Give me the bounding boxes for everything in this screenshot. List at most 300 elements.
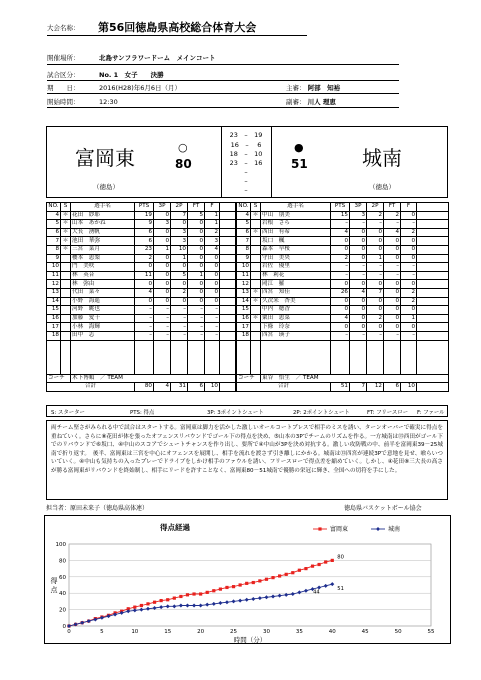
player-number: 16: [47, 314, 61, 323]
divider: [47, 107, 399, 108]
column-header: PTS: [331, 203, 350, 212]
data-point: [146, 602, 149, 605]
player-stat: 10: [171, 245, 188, 254]
player-name: 河野 眺也: [71, 306, 135, 315]
blank-cell: [188, 340, 205, 374]
data-point: [192, 592, 195, 595]
spacer-row: [237, 340, 449, 374]
player-stat: 0: [384, 323, 401, 332]
player-stat: 0: [331, 237, 350, 246]
blank-cell: [220, 331, 236, 340]
player-stat: –: [188, 331, 205, 340]
player-number: 14: [237, 297, 251, 306]
away-team-pref: （徳島）: [369, 183, 395, 191]
data-point: [219, 588, 222, 591]
player-stat: 2: [171, 288, 188, 297]
starter-mark: [61, 297, 71, 306]
home-total: 80: [175, 157, 192, 171]
player-stat: 0: [154, 254, 171, 263]
player-row: [47, 237, 236, 246]
player-row: [47, 228, 236, 237]
player-stat: –: [350, 263, 367, 272]
tournament-name: 第56回徳島県高校総合体育大会: [98, 21, 257, 34]
player-row: [47, 331, 236, 340]
player-stat: 1: [205, 220, 220, 229]
player-stat: 0: [188, 254, 205, 263]
player-stat: 0: [350, 280, 367, 289]
x-tick-label: 50: [394, 629, 402, 635]
column-header: 3P: [154, 203, 171, 212]
data-label: 44: [313, 589, 320, 596]
starter-mark: ＊: [61, 228, 71, 237]
player-row: [237, 280, 449, 289]
player-stat: 0: [205, 254, 220, 263]
player-stat: 0: [384, 297, 401, 306]
total-stat: 80: [135, 383, 154, 392]
player-stat: 0: [331, 306, 350, 315]
player-row: [237, 211, 449, 220]
player-row: [237, 323, 449, 332]
x-tick-label: 5: [100, 629, 104, 635]
blank-cell: [61, 340, 71, 374]
data-point: [278, 574, 281, 577]
venue: 北島サンフラワードーム メインコート: [99, 54, 216, 62]
player-name: 林 弥由: [71, 280, 135, 289]
player-stat: –: [384, 220, 401, 229]
quarter-score: 18 – 10: [229, 150, 263, 158]
quarter-score: 23 – 19: [229, 131, 263, 139]
player-stat: 4: [135, 288, 154, 297]
player-stat: –: [188, 314, 205, 323]
player-row: [47, 306, 236, 315]
column-header: FT: [188, 203, 205, 212]
date-label: 期 日：: [47, 84, 80, 92]
blank-cell: [417, 297, 449, 306]
umpire-row: [286, 97, 336, 106]
player-stat: –: [331, 271, 350, 280]
player-row: [237, 314, 449, 323]
player-name: 下條 玲奈: [261, 323, 331, 332]
starter-mark: ＊: [61, 220, 71, 229]
player-stat: 0: [401, 254, 417, 263]
score-progress-svg: [45, 516, 452, 645]
column-header: 2P: [171, 203, 188, 212]
player-stat: 5: [188, 211, 205, 220]
player-stat: 0: [154, 228, 171, 237]
column-header: 2P: [367, 203, 384, 212]
player-number: 17: [47, 323, 61, 332]
player-stat: 0: [188, 263, 205, 272]
x-tick-label: 30: [262, 629, 270, 635]
starter-mark: ＊: [251, 314, 261, 323]
player-row: [237, 306, 449, 315]
player-row: [237, 237, 449, 246]
data-label: 51: [337, 586, 344, 593]
data-point: [298, 569, 301, 572]
x-tick-label: 20: [197, 629, 205, 635]
player-stat: 3: [350, 211, 367, 220]
player-number: 6: [237, 228, 251, 237]
x-tick-label: 15: [164, 629, 172, 635]
player-stat: 0: [350, 245, 367, 254]
data-point: [265, 578, 268, 581]
blank-cell: [220, 323, 236, 332]
player-stat: 0: [384, 306, 401, 315]
starter-mark: [251, 237, 261, 246]
blank-cell: [261, 340, 331, 374]
player-stat: 1: [367, 254, 384, 263]
away-stats-table: [236, 202, 449, 392]
player-row: [237, 245, 449, 254]
player-name: 中内 穂香: [261, 306, 331, 315]
player-stat: 0: [154, 237, 171, 246]
total-stat: 4: [154, 383, 171, 392]
player-row: [47, 280, 236, 289]
player-stat: –: [135, 331, 154, 340]
data-point: [252, 581, 255, 584]
player-stat: 4: [205, 245, 220, 254]
player-row: [47, 211, 236, 220]
umpire-label: 副審：: [286, 98, 306, 106]
player-stat: 26: [331, 288, 350, 297]
player-stat: 0: [188, 228, 205, 237]
player-name: 花田 紗耶: [71, 211, 135, 220]
totals-label: 合計: [237, 383, 331, 392]
total-stat: 10: [205, 383, 220, 392]
column-header: PTS: [135, 203, 154, 212]
player-stat: –: [135, 314, 154, 323]
quarter-score: 23 – 16: [229, 159, 263, 167]
data-point: [206, 591, 209, 594]
player-name: 林 英音: [71, 271, 135, 280]
total-stat: 7: [350, 383, 367, 392]
player-name: 三宮 菜月: [71, 245, 135, 254]
data-point: [285, 573, 288, 576]
player-stat: 4: [384, 228, 401, 237]
player-number: 16: [237, 314, 251, 323]
blank-cell: [220, 280, 236, 289]
coach-label: コーチ: [47, 374, 71, 383]
data-point: [291, 571, 294, 574]
starter-mark: [251, 323, 261, 332]
data-point: [212, 589, 215, 592]
player-row: [47, 323, 236, 332]
player-stat: –: [205, 306, 220, 315]
total-stat: 10: [401, 383, 417, 392]
divider: [47, 64, 399, 65]
coach-label: コーチ: [237, 374, 261, 383]
blank-cell: [417, 280, 449, 289]
player-stat: 2: [401, 288, 417, 297]
player-row: [237, 220, 449, 229]
total-stat: 51: [331, 383, 350, 392]
legend-label: 富岡東: [330, 526, 349, 533]
blank-cell: [417, 383, 449, 392]
legend-marker: [376, 527, 380, 531]
overtime-score: –: [244, 186, 248, 194]
divider: [47, 93, 399, 94]
table-header-row: [47, 203, 236, 212]
player-name: 林 莉花: [261, 271, 331, 280]
player-number: 14: [47, 297, 61, 306]
date-row: [47, 83, 181, 92]
player-stat: 1: [205, 211, 220, 220]
player-stat: 2: [401, 297, 417, 306]
player-number: 4: [47, 211, 61, 220]
division-label: 試合区分：: [47, 71, 80, 79]
player-row: [237, 228, 449, 237]
starter-mark: [251, 331, 261, 340]
blank-cell: [220, 383, 236, 392]
player-stat: 0: [154, 288, 171, 297]
player-stat: 0: [331, 297, 350, 306]
player-row: [47, 220, 236, 229]
plot-area: [69, 544, 431, 626]
column-header: S: [251, 203, 261, 212]
overtime-score: –: [244, 177, 248, 185]
player-stat: 0: [350, 228, 367, 237]
player-stat: 3: [171, 228, 188, 237]
player-number: 5: [237, 220, 251, 229]
totals-label: 合計: [47, 383, 135, 392]
player-stat: 2: [401, 228, 417, 237]
column-header: 選手名: [71, 203, 135, 212]
player-stat: 0: [205, 280, 220, 289]
referee-row: [286, 83, 340, 92]
association: 徳島県バスケットボール協会: [344, 505, 422, 512]
legend-marker: [318, 527, 321, 530]
divider: [271, 126, 272, 198]
blank-cell: [417, 228, 449, 237]
data-point: [271, 576, 274, 579]
blank-cell: [220, 228, 236, 237]
player-stat: 0: [384, 314, 401, 323]
player-stat: 0: [171, 297, 188, 306]
starter-mark: [251, 306, 261, 315]
blank-cell: [220, 263, 236, 272]
starter-mark: [251, 220, 261, 229]
player-stat: –: [154, 314, 171, 323]
venue-label: 開催場所：: [47, 54, 80, 62]
starter-mark: [251, 254, 261, 263]
player-stat: 0: [188, 280, 205, 289]
blank-cell: [154, 340, 171, 374]
player-stat: 0: [367, 245, 384, 254]
player-number: 17: [237, 323, 251, 332]
column-header: NO.: [48, 203, 59, 210]
player-stat: 3: [171, 237, 188, 246]
total-stat: 12: [367, 383, 384, 392]
player-number: 11: [47, 271, 61, 280]
player-stat: 0: [350, 306, 367, 315]
data-point: [179, 595, 182, 598]
player-stat: 0: [135, 280, 154, 289]
player-stat: –: [401, 220, 417, 229]
blank-cell: [220, 211, 236, 220]
player-stat: 0: [154, 263, 171, 272]
player-stat: 0: [401, 323, 417, 332]
player-row: [47, 254, 236, 263]
player-stat: –: [171, 306, 188, 315]
player-stat: –: [205, 314, 220, 323]
away-result-icon: ●: [294, 141, 304, 154]
player-stat: –: [384, 331, 401, 340]
spacer-row: [47, 340, 236, 374]
starter-mark: [61, 314, 71, 323]
totals-row: [237, 383, 449, 392]
player-stat: 0: [205, 271, 220, 280]
blank-cell: [417, 237, 449, 246]
starter-mark: ＊: [251, 228, 261, 237]
player-stat: –: [331, 263, 350, 272]
coach-row: [237, 374, 449, 383]
player-number: 7: [237, 237, 251, 246]
player-number: 7: [47, 237, 61, 246]
player-stat: 0: [367, 237, 384, 246]
player-stat: 0: [331, 245, 350, 254]
player-name: 守田 美央: [261, 254, 331, 263]
quarter-score: 16 – 6: [230, 141, 262, 149]
player-stat: 0: [350, 314, 367, 323]
player-name: 代田 菜々: [71, 288, 135, 297]
blank-cell: [417, 340, 449, 374]
y-axis-label: 得: [50, 577, 58, 585]
y-tick-label: 0: [62, 624, 66, 630]
start-time: 12:30: [99, 98, 118, 106]
starter-mark: [61, 271, 71, 280]
x-tick-label: 45: [361, 629, 369, 635]
referee: 阿部 知裕: [307, 84, 341, 92]
player-name: 小野 海遥: [71, 297, 135, 306]
player-stat: 0: [401, 211, 417, 220]
player-name: 西田 有希: [261, 228, 331, 237]
blank-cell: [350, 340, 367, 374]
starter-mark: ＊: [251, 297, 261, 306]
blank-cell: [205, 340, 220, 374]
x-tick-label: 10: [131, 629, 139, 635]
player-stat: 0: [205, 263, 220, 272]
player-row: [237, 288, 449, 297]
home-stats-table: [46, 202, 236, 392]
player-stat: 6: [135, 228, 154, 237]
player-stat: 2: [135, 254, 154, 263]
player-stat: –: [188, 306, 205, 315]
player-number: 13: [47, 288, 61, 297]
player-stat: 0: [350, 323, 367, 332]
data-point: [232, 585, 235, 588]
starter-mark: [61, 323, 71, 332]
player-stat: 2: [367, 211, 384, 220]
tournament-label: 大会名称：: [47, 24, 80, 32]
player-number: 11: [237, 271, 251, 280]
player-stat: 0: [154, 211, 171, 220]
blank-cell: [417, 306, 449, 315]
chart-title: 得点経過: [160, 523, 190, 532]
data-label: 80: [337, 554, 344, 561]
home-team-name: 富岡東: [75, 146, 135, 170]
player-stat: 0: [188, 245, 205, 254]
blank-cell: [417, 220, 449, 229]
legend-item: 3P: 3ポイントシュート: [207, 410, 264, 416]
x-axis-label: 時間（分）: [233, 636, 267, 644]
home-team-pref: （徳島）: [93, 183, 119, 191]
blank-cell: [220, 254, 236, 263]
player-stat: –: [384, 271, 401, 280]
start-label: 開始時間：: [47, 98, 80, 106]
overtime-score: –: [244, 168, 248, 176]
column-header: 選手名: [261, 203, 331, 212]
player-name: 森本 早桜: [261, 245, 331, 254]
player-stat: 0: [384, 237, 401, 246]
player-number: 5: [47, 220, 61, 229]
player-row: [47, 314, 236, 323]
coach-name: 東谷 悟生 ／ TEAM: [261, 374, 449, 383]
player-stat: 0: [367, 297, 384, 306]
player-name: 久次米 杏美: [261, 297, 331, 306]
starter-mark: ＊: [61, 245, 71, 254]
player-stat: 1: [401, 314, 417, 323]
player-stat: 4: [331, 228, 350, 237]
x-tick-label: 55: [427, 629, 435, 635]
data-point: [318, 563, 321, 566]
player-row: [47, 245, 236, 254]
player-name: 大長 湧帆: [71, 228, 135, 237]
legend-item: FT: フリースロー: [367, 410, 409, 416]
player-stat: 0: [171, 263, 188, 272]
blank-cell: [384, 340, 401, 374]
player-stat: 0: [350, 254, 367, 263]
player-stat: –: [171, 323, 188, 332]
y-tick-label: 60: [59, 574, 66, 581]
player-name: 岩佐 優里: [261, 263, 331, 272]
player-name: 田中 志: [71, 331, 135, 340]
starter-mark: [61, 288, 71, 297]
data-point: [324, 560, 327, 563]
game-report: 両チーム堅さがみられる中で試合はスタートする。富岡東は脚力を活かした激しいオールコートプレスで相手のミスを誘い、ターンオーバーで確実に得点を重ねていく。さらに⑧花田が体を張ったオフェンスリバウンドでゴール下の得点を決め、⑤山本の3Pでチームのリズムを作る。一方城南は⑬西田がゴール下でのリバウンドで⑥坂口、④中山のスコアでシュートチャンスを作り出し、要所で④中山が3Pを決め対抗する。激しい攻防戦の中、前半を富岡東39－25城南で折り返す。 後半、富岡東は三宮を中心にオフェンスを展開し、相手を流れを渡さず引き離しにかかる。城南は⑬四宮が連続3Pで意地を見せ、喰らいついていく。④中山も気持ちの入ったプレーでドライブをしかけ相手のファウルを誘い、フリースローで得点差を縮めていく。しかし、④花田⑧三大長の高さが勝る富岡東がリバウンドを終始制し、相手にリードを許すことなく、富岡東80－51城南で優勝の栄冠に輝き、全国への切符を手にした。: [46, 420, 448, 500]
data-point: [153, 601, 156, 604]
player-stat: –: [205, 323, 220, 332]
total-stat: 6: [188, 383, 205, 392]
blank-cell: [417, 314, 449, 323]
column-header: F: [401, 203, 417, 212]
blank-cell: [367, 340, 384, 374]
player-stat: –: [367, 331, 384, 340]
player-stat: –: [350, 220, 367, 229]
player-stat: –: [367, 220, 384, 229]
player-stat: –: [154, 331, 171, 340]
data-point: [311, 565, 314, 568]
score-progress-chart: [44, 515, 451, 644]
player-stat: 0: [384, 245, 401, 254]
player-number: 9: [237, 254, 251, 263]
blank-cell: [417, 245, 449, 254]
x-tick-label: 25: [230, 629, 238, 635]
player-stat: 0: [171, 280, 188, 289]
player-stat: 0: [154, 280, 171, 289]
player-row: [237, 271, 449, 280]
player-stat: 0: [401, 280, 417, 289]
player-stat: –: [188, 323, 205, 332]
player-stat: 1: [188, 271, 205, 280]
venue-row: [47, 53, 216, 62]
player-stat: 0: [367, 323, 384, 332]
player-stat: 0: [367, 228, 384, 237]
player-stat: 2: [367, 314, 384, 323]
starter-mark: [61, 263, 71, 272]
data-point: [245, 582, 248, 585]
blank-cell: [220, 297, 236, 306]
y-tick-label: 20: [59, 607, 66, 614]
